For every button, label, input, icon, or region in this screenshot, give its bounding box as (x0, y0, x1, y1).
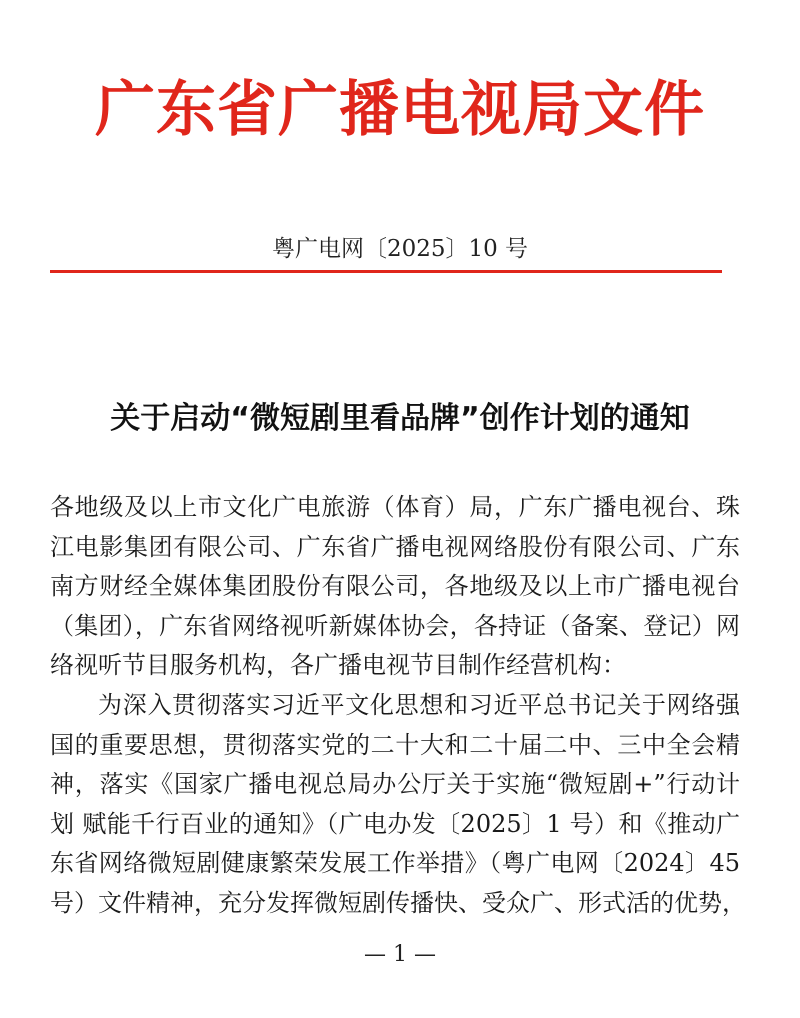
paragraph-line: 国的重要思想，贯彻落实党的二十大和二十届二中、三中全会精 (50, 730, 740, 759)
page-number: — 1 — (364, 942, 436, 967)
agency-title: 广东省广播电视局文件 (95, 75, 705, 145)
paragraph-line: 神，落实《国家广播电视总局办公厅关于实施“微短剧+”行动计 (50, 770, 740, 799)
document-number: 粤广电网〔2025〕10 号 (271, 236, 529, 262)
red-separator-line (50, 270, 722, 273)
addressee-line: 络视听节目服务机构，各广播电视节目制作经营机构： (50, 651, 626, 680)
document-body (50, 488, 746, 924)
paragraph-line: 为深入贯彻落实习近平文化思想和习近平总书记关于网络强 (98, 690, 740, 719)
paragraph-line: 划 赋能千行百业的通知》（广电办发〔2025〕1 号）和《推动广 (50, 809, 740, 838)
addressee-line: 江电影集团有限公司、广东省广播电视网络股份有限公司、广东 (50, 532, 740, 561)
addressee-line: 南方财经全媒体集团股份有限公司，各地级及以上市广播电视台 (50, 572, 740, 601)
paragraph-line: 东省网络微短剧健康繁荣发展工作举措》（粤广电网〔2024〕45 (50, 849, 740, 878)
notice-title: 关于启动“微短剧里看品牌”创作计划的通知 (110, 401, 690, 436)
addressee-line: （集团），广东省网络视听新媒体协会，各持证（备案、登记）网 (50, 611, 740, 640)
paragraph-line: 号）文件精神，充分发挥微短剧传播快、受众广、形式活的优势， (50, 888, 746, 917)
addressee-line: 各地级及以上市文化广电旅游（体育）局，广东广播电视台、珠 (50, 493, 740, 521)
